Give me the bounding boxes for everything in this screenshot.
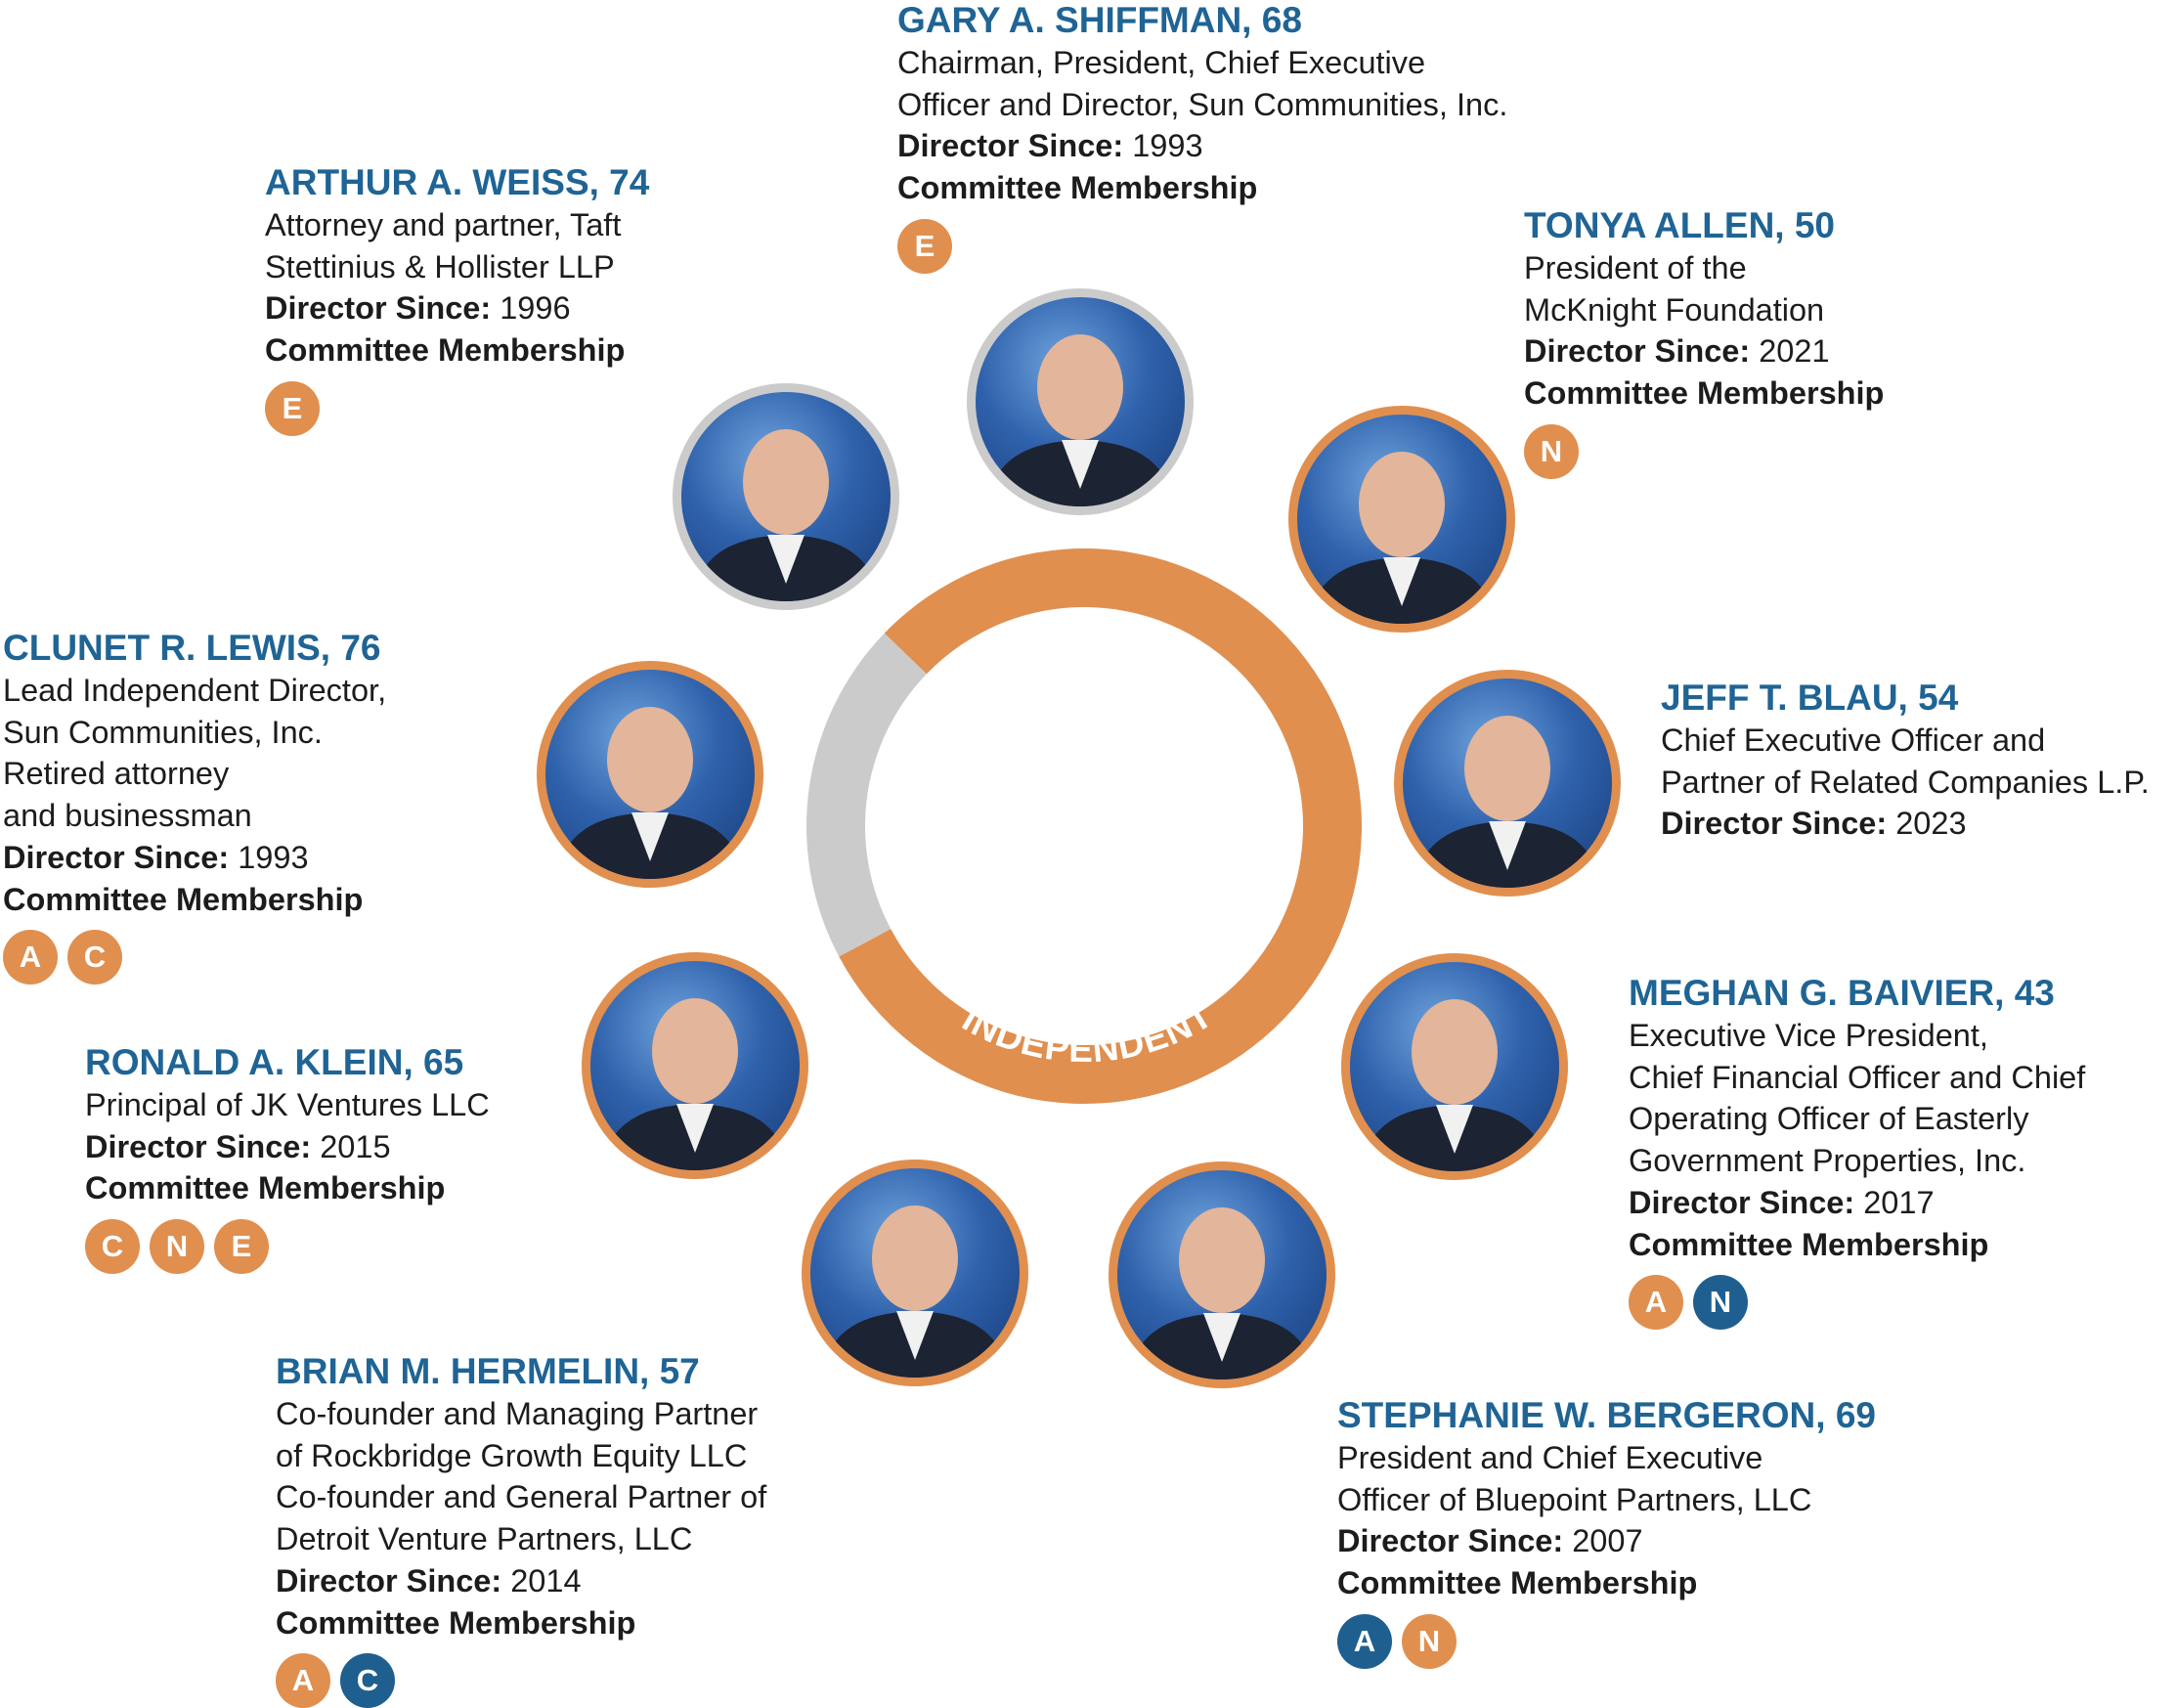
portrait-silhouette-icon [681,392,891,601]
director-title-line: President and Chief Executive [1337,1440,1763,1475]
director-title-line: Partner of Related Companies L.P. [1661,764,2150,800]
director-title-line: Lead Independent Director, [3,673,387,708]
director-title-line: of Rockbridge Growth Equity LLC [276,1437,748,1473]
committee-badge-a: A [1629,1275,1683,1330]
director-since [3,837,386,879]
committee-badge-n: N [1402,1614,1457,1669]
director-since-year: 2017 [1863,1184,1935,1220]
director-title-line: Chief Executive Officer and [1661,723,2046,758]
committee-badges [1629,1275,2085,1330]
director-title-line: Officer and Director, Sun Communities, Inc. [897,86,1508,122]
director-meghan-baivier [1629,973,2085,1330]
director-since-year: 2023 [1895,806,1967,842]
director-title-line: Chief Financial Officer and Chief [1629,1059,2086,1095]
director-brian-hermelin [276,1351,766,1708]
director-since [1629,1182,2085,1224]
committee-badge-n: N [1524,424,1579,479]
director-name: STEPHANIE W. BERGERON, 69 [1337,1395,1876,1435]
director-title-line: Retired attorney [3,756,230,792]
director-since [85,1126,490,1168]
portrait-silhouette-icon [976,297,1185,506]
director-title-line: Sun Communities, Inc. [3,714,323,750]
committee-badge-a: A [1337,1614,1392,1669]
director-title-line: Government Properties, Inc. [1629,1143,2026,1179]
committee-badge-n: N [150,1219,204,1274]
director-name: TONYA ALLEN, 50 [1524,205,1836,245]
director-since [1661,803,2150,845]
committee-membership-label: Committee Membership [1629,1226,1989,1262]
director-since-year: 2021 [1759,333,1830,370]
director-since-label: Director Since: [1661,806,1888,842]
director-arthur-weiss [265,162,649,436]
portrait-silhouette-icon [1350,962,1559,1171]
committee-badges [3,930,386,985]
committee-badge-c: C [340,1653,395,1708]
director-since [1524,330,1884,372]
director-since-year: 1996 [500,290,571,327]
director-since [276,1560,766,1602]
director-title-line: Attorney and partner, Taft [265,207,622,242]
committee-badges [897,219,1507,274]
director-title-line: McKnight Foundation [1524,291,1825,328]
director-jeff-blau [1661,678,2150,845]
director-title-line: Detroit Venture Partners, LLC [276,1521,693,1557]
director-title-line: President of the [1524,250,1747,285]
committee-membership-label: Committee Membership [265,332,626,369]
committee-membership-label: Committee Membership [1337,1565,1698,1601]
committee-badge-c: C [85,1219,140,1274]
committee-badge-n: N [1693,1275,1748,1330]
director-since-year: 1993 [238,839,309,875]
director-title-line: Operating Officer of Easterly [1629,1101,2029,1137]
director-name: RONALD A. KLEIN, 65 [85,1042,464,1082]
committee-badges [1337,1614,1876,1669]
director-since [265,287,649,329]
photo-stephanie-bergeron [1109,1161,1335,1388]
director-since [1337,1520,1876,1562]
independent-segment [839,548,1362,1104]
director-since [897,125,1507,167]
committee-membership-label: Committee Membership [897,170,1258,206]
committee-badges [85,1219,490,1274]
director-since-label: Director Since: [1629,1184,1855,1220]
committee-badges [265,381,649,436]
director-since-year: 2007 [1572,1523,1643,1559]
portrait-silhouette-icon [545,670,755,879]
director-since-year: 2015 [320,1128,391,1164]
director-ronald-klein [85,1042,490,1274]
director-stephanie-bergeron [1337,1395,1876,1669]
director-name: GARY A. SHIFFMAN, 68 [897,0,1302,40]
portrait-silhouette-icon [1117,1170,1327,1380]
portrait-silhouette-icon [1403,679,1612,888]
director-since-year: 1993 [1132,128,1203,164]
committee-membership-label: Committee Membership [276,1604,636,1641]
portrait-silhouette-icon [1297,415,1506,624]
director-title-line: Principal of JK Ventures LLC [85,1087,490,1122]
director-name: CLUNET R. LEWIS, 76 [3,628,381,668]
photo-gary-shiffman [967,288,1194,515]
photo-arthur-weiss [673,383,899,610]
photo-brian-hermelin [802,1160,1028,1386]
non-independent-segment [806,634,927,957]
director-name: ARTHUR A. WEISS, 74 [265,162,650,202]
committee-badges [276,1653,766,1708]
committee-membership-label: Committee Membership [85,1170,446,1206]
committee-badge-a: A [276,1653,330,1708]
committee-badge-e: E [265,381,320,436]
director-name: JEFF T. BLAU, 54 [1661,678,1959,718]
director-since-label: Director Since: [276,1562,502,1599]
director-since-label: Director Since: [3,839,230,875]
director-tonya-allen [1524,205,1884,479]
director-since-year: 2014 [510,1562,582,1599]
committee-membership-label: Committee Membership [1524,375,1885,412]
director-since-label: Director Since: [265,290,492,327]
director-title-line: Executive Vice President, [1629,1018,1988,1053]
director-since-label: Director Since: [897,128,1124,164]
director-title-line: Officer of Bluepoint Partners, LLC [1337,1481,1812,1517]
director-title-line: Co-founder and General Partner of [276,1479,767,1515]
photo-clunet-lewis [537,661,763,888]
committee-membership-label: Committee Membership [3,881,364,917]
photo-ronald-klein [582,952,808,1179]
director-clunet-lewis [3,628,386,985]
director-name: MEGHAN G. BAIVIER, 43 [1629,973,2055,1013]
director-name: BRIAN M. HERMELIN, 57 [276,1351,700,1391]
director-title-line: and businessman [3,798,252,834]
portrait-silhouette-icon [590,961,800,1170]
director-title-line: Co-founder and Managing Partner [276,1396,759,1431]
committee-badge-c: C [67,930,122,985]
director-title-line: Stettinius & Hollister LLP [265,248,615,285]
director-gary-shiffman [897,0,1507,274]
photo-meghan-baivier [1341,953,1568,1180]
photo-jeff-blau [1394,670,1621,897]
committee-badge-e: E [214,1219,269,1274]
independent-label-text: INDEPENDENT [955,994,1220,1071]
photo-tonya-allen [1288,406,1515,633]
director-since-label: Director Since: [85,1128,312,1164]
portrait-silhouette-icon [810,1168,1020,1378]
director-since-label: Director Since: [1337,1523,1564,1559]
committee-badges [1524,424,1884,479]
committee-badge-e: E [897,219,952,274]
director-title-line: Chairman, President, Chief Executive [897,45,1426,80]
committee-badge-a: A [3,930,58,985]
director-since-label: Director Since: [1524,333,1751,370]
